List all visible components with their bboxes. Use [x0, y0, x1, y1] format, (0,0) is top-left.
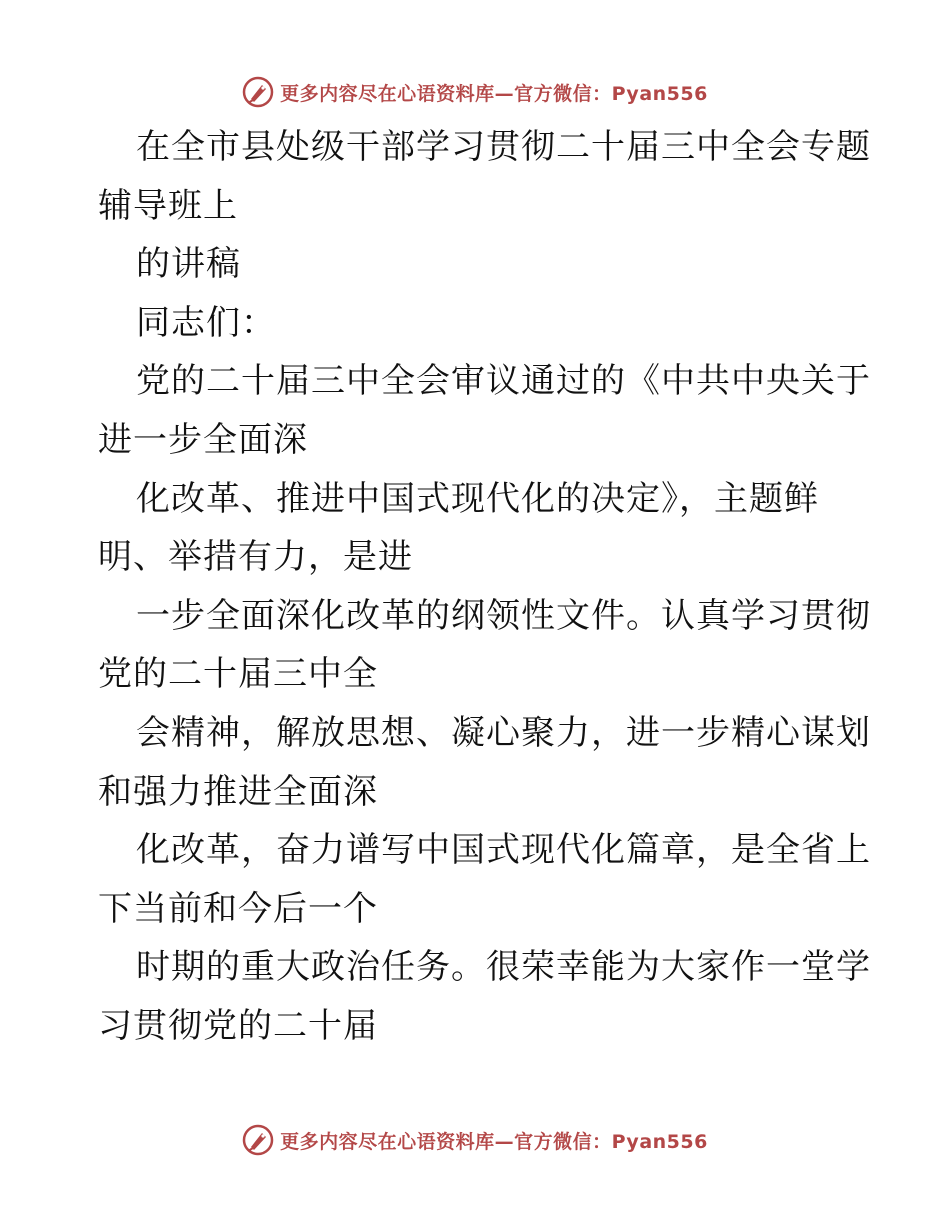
- text-line: 明、举措有力，是进: [98, 537, 413, 578]
- text-line: 习贯彻党的二十届: [98, 1005, 378, 1046]
- document-body: [98, 118, 871, 1056]
- text-line: 进一步全面深: [98, 419, 308, 460]
- text-line: 党的二十届三中全会审议通过的《中共中央关于: [136, 361, 871, 402]
- text-line: 会精神，解放思想、凝心聚力，进一步精心谋划: [136, 712, 871, 753]
- text-line: 化改革、推进中国式现代化的决定》，主题鲜: [136, 478, 819, 519]
- text-line: 在全市县处级干部学习贯彻二十届三中全会专题: [136, 127, 871, 167]
- text-line: 化改革，奋力谱写中国式现代化篇章，是全省上: [136, 830, 871, 871]
- watermark-banner-top: [0, 72, 950, 112]
- text-line: 党的二十届三中全: [98, 654, 378, 695]
- pen-nib-logo-icon: [242, 1124, 274, 1156]
- text-line: 和强力推进全面深: [98, 771, 378, 812]
- watermark-text: 更多内容尽在心语资料库—官方微信：Pyan556: [280, 1130, 708, 1153]
- text-line: 的讲稿: [136, 244, 241, 285]
- text-line: 一步全面深化改革的纲领性文件。认真学习贯彻: [136, 595, 871, 636]
- watermark-text: 更多内容尽在心语资料库—官方微信：Pyan556: [280, 82, 708, 105]
- text-line: 下当前和今后一个: [98, 888, 378, 929]
- watermark-banner-bottom: [0, 1120, 950, 1160]
- text-line: 时期的重大政治任务。很荣幸能为大家作一堂学: [136, 947, 871, 988]
- text-line: 辅导班上: [98, 185, 238, 226]
- text-line: 同志们：: [136, 302, 276, 343]
- pen-nib-logo-icon: [242, 76, 274, 108]
